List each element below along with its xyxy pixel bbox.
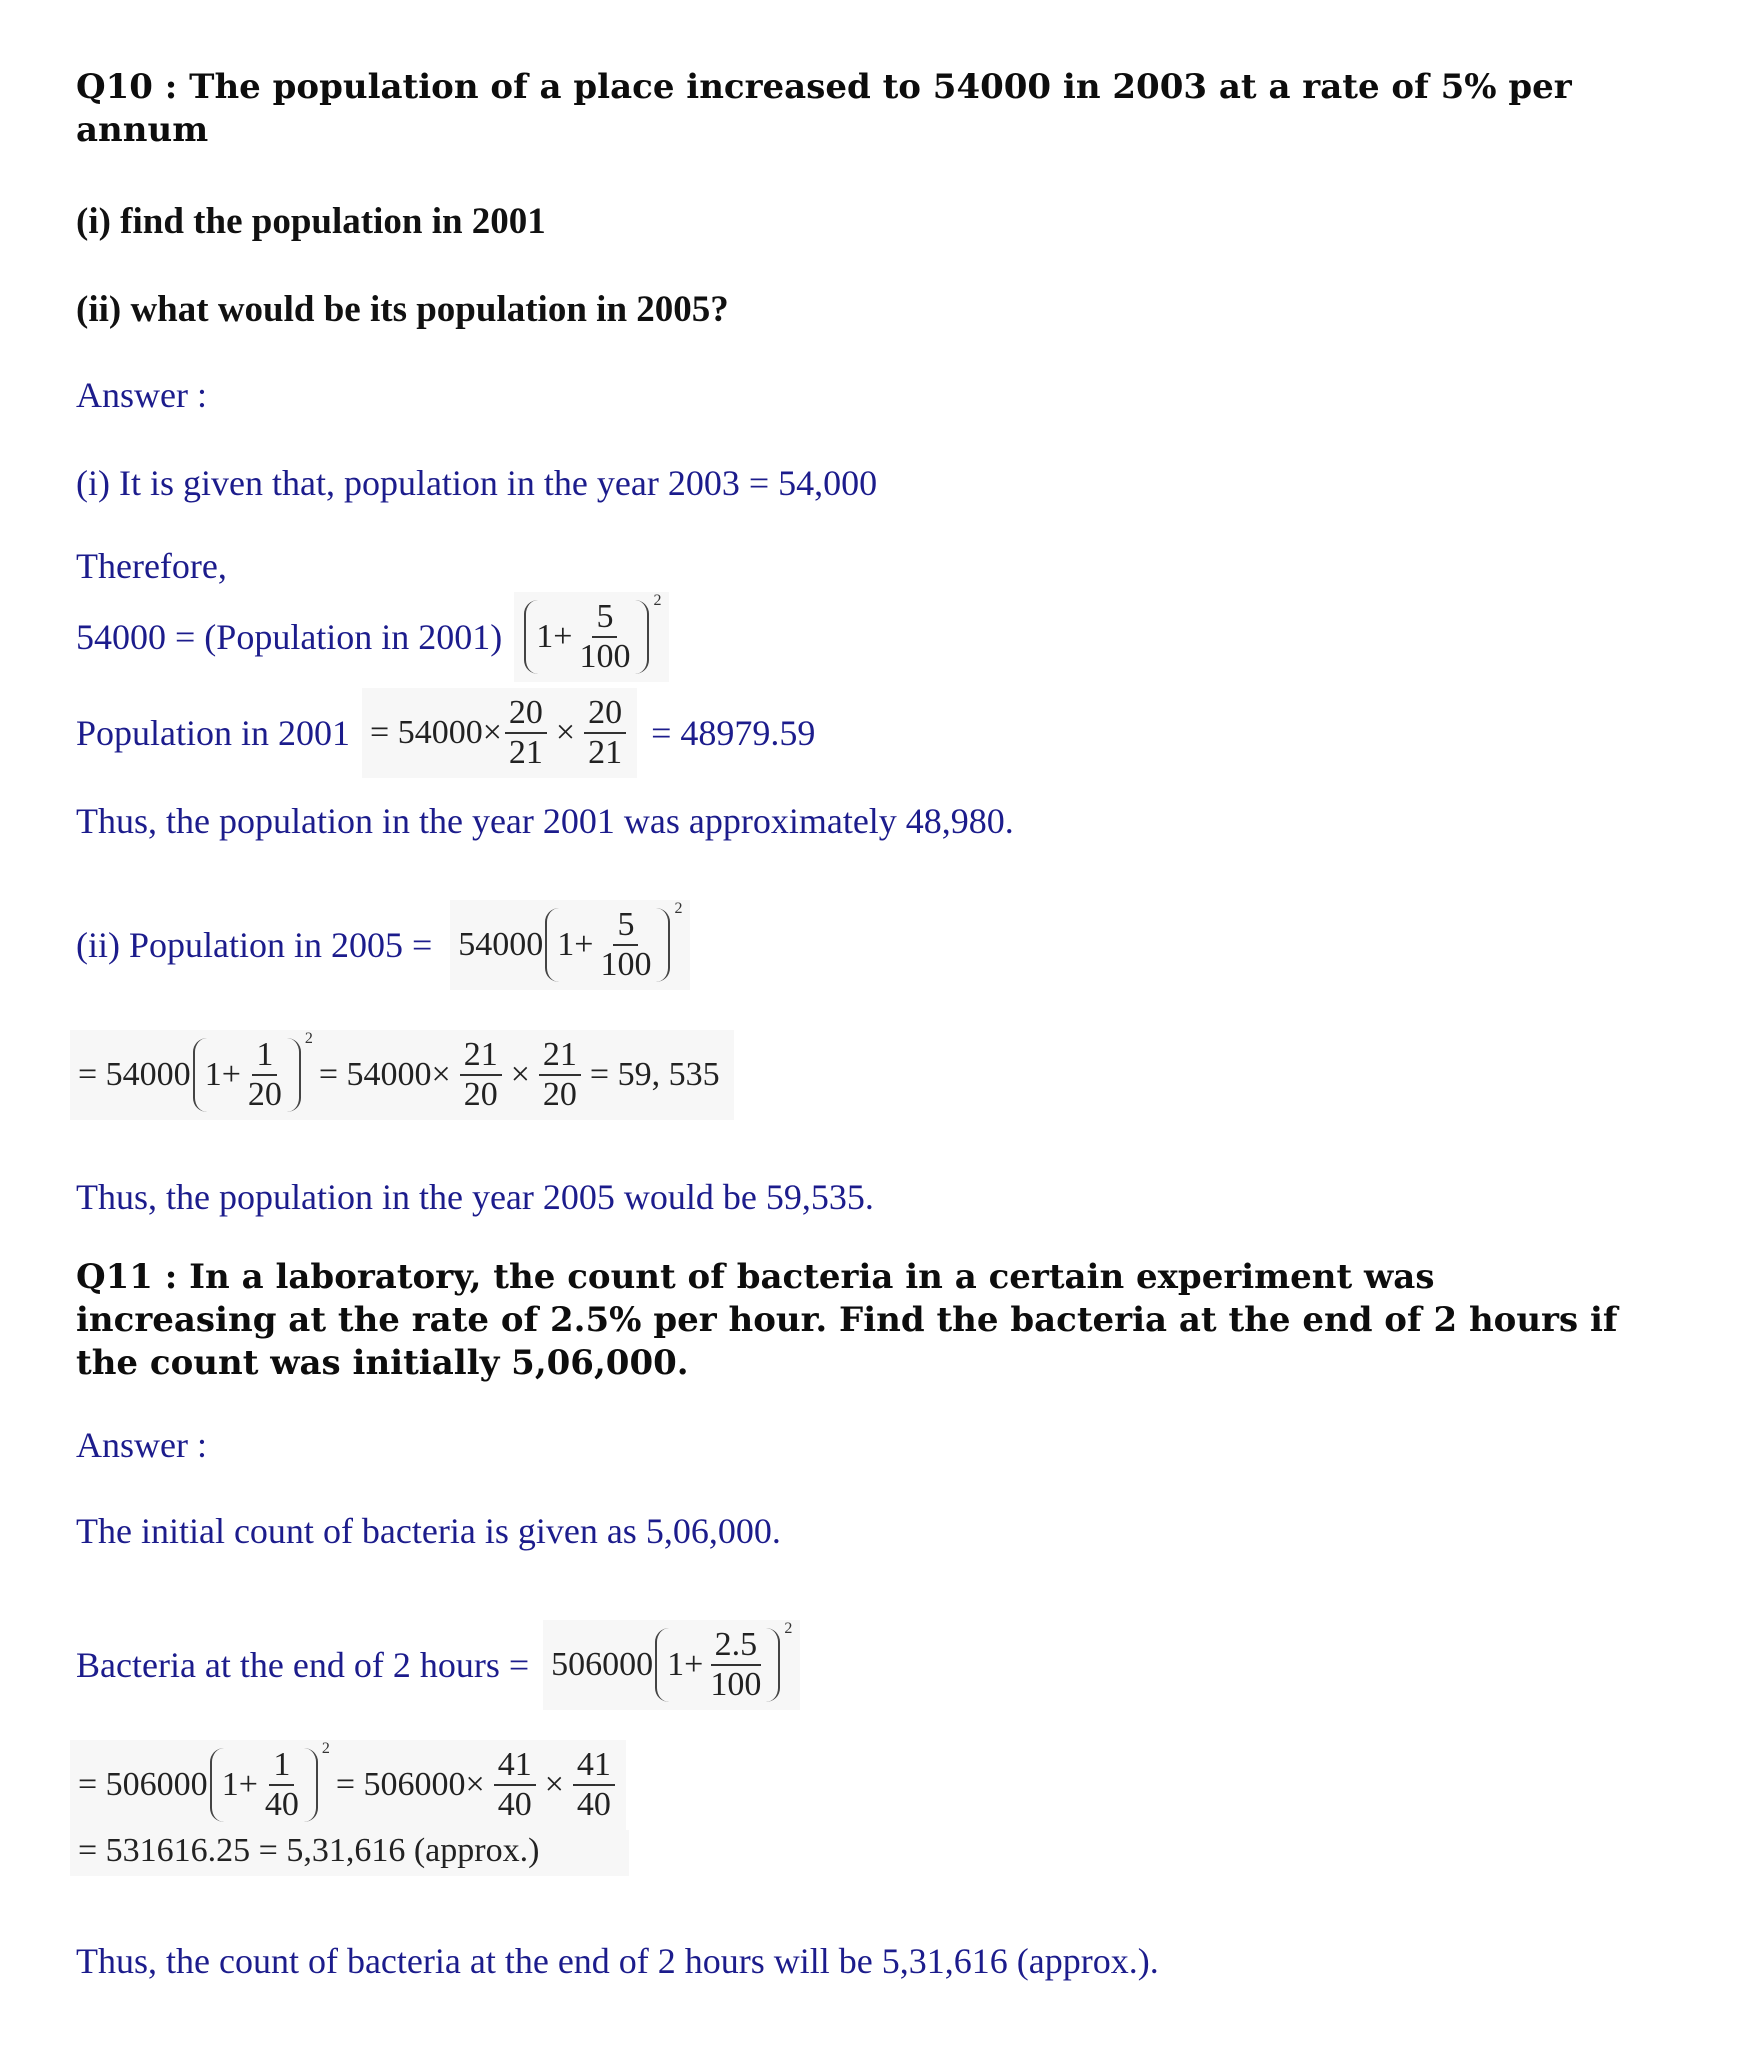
expr-eq-506000: = 506000	[78, 1766, 208, 1803]
question-10-part-2: (ii) what would be its population in 2005?	[76, 289, 729, 330]
equation-population-2005-steps	[70, 1030, 734, 1120]
fraction-21-over-20	[539, 1036, 581, 1114]
numerator: 20	[584, 694, 626, 734]
paren-group	[193, 1036, 301, 1114]
expr-506000-times: = 506000×	[335, 1766, 485, 1803]
bacteria-steps-expression	[70, 1740, 626, 1830]
numerator: 1	[269, 1746, 294, 1786]
expr-eq-54000: = 54000	[78, 1056, 191, 1093]
question-10-title: Q10 : The population of a place increased to 54000 in 2003 at a rate of 5% per annum	[76, 67, 1572, 150]
answer-label-q10: Answer :	[76, 375, 207, 415]
exponent: 2	[304, 1030, 313, 1047]
growth-factor-expression	[514, 592, 669, 682]
fraction-5-over-100	[575, 598, 634, 676]
times-sign: ×	[544, 1766, 564, 1803]
fraction-2-5-over-100	[706, 1626, 765, 1704]
equation-bacteria-steps	[70, 1740, 629, 1876]
fraction-41-over-40	[573, 1746, 615, 1824]
paren-group	[545, 906, 670, 984]
population-2005-label: (ii) Population in 2005 =	[76, 925, 433, 965]
denominator: 21	[588, 734, 623, 771]
bacteria-final-value: = 531616.25 = 5,31,616 (approx.)	[70, 1830, 629, 1876]
population-2001-label: Population in 2001	[76, 713, 351, 753]
numerator: 5	[592, 598, 617, 638]
numerator: 1	[252, 1036, 277, 1076]
value-54000: 54000	[458, 926, 544, 963]
fraction-21-over-20	[460, 1036, 502, 1114]
bacteria-end-label: Bacteria at the end of 2 hours =	[76, 1645, 530, 1685]
paren-group	[210, 1746, 318, 1824]
denominator: 20	[247, 1076, 282, 1113]
bacteria-expression	[543, 1620, 800, 1710]
times-sign: ×	[555, 714, 576, 751]
equation-bacteria	[76, 1620, 800, 1710]
paren-group	[524, 598, 649, 676]
population-2005-steps	[70, 1030, 734, 1120]
one-plus: 1+	[557, 926, 594, 963]
answer-q11-initial: The initial count of bacteria is given as 5,06,000.	[76, 1511, 781, 1551]
exponent: 2	[653, 592, 662, 609]
question-10-part-1: (i) find the population in 2001	[76, 201, 546, 242]
answer-q10-part-2-conclusion: Thus, the population in the year 2005 would be 59,535.	[76, 1177, 874, 1217]
numerator: 41	[494, 1746, 536, 1786]
equation-population-2001	[76, 688, 815, 778]
fraction-20-over-21	[584, 694, 626, 772]
fraction-41-over-40	[494, 1746, 536, 1824]
numerator: 21	[539, 1036, 581, 1076]
denominator: 20	[463, 1076, 498, 1113]
population-2001-result: = 48979.59	[651, 713, 816, 753]
question-11-title: Q11 : In a laboratory, the count of bacteria in a certain experiment was increasing at the rate of 2.5% per hour. Find the bacteria at the end of 2 hours if the count was initially 5,06,000.	[76, 1257, 1618, 1383]
equation-population-2003	[76, 592, 669, 682]
numerator: 5	[613, 906, 638, 946]
numerator: 21	[460, 1036, 502, 1076]
paren-group	[655, 1626, 780, 1704]
denominator: 100	[710, 1666, 762, 1703]
result-59535: = 59, 535	[589, 1056, 720, 1093]
answer-q11-conclusion: Thus, the count of bacteria at the end of 2 hours will be 5,31,616 (approx.).	[76, 1941, 1159, 1981]
numerator: 41	[573, 1746, 615, 1786]
population-2005-expression	[450, 900, 690, 990]
denominator: 40	[264, 1786, 299, 1823]
denominator: 20	[542, 1076, 577, 1113]
one-plus: 1+	[536, 618, 573, 655]
exponent: 2	[674, 900, 683, 917]
answer-label-q11: Answer :	[76, 1425, 207, 1465]
expr-54000-times: = 54000×	[318, 1056, 451, 1093]
equation-lhs: 54000 = (Population in 2001)	[76, 617, 503, 657]
answer-q10-part-1-intro: (i) It is given that, population in the year 2003 = 54,000	[76, 463, 878, 503]
exponent: 2	[784, 1620, 793, 1637]
fraction-20-over-21	[505, 694, 547, 772]
denominator: 40	[497, 1786, 532, 1823]
denominator: 40	[576, 1786, 611, 1823]
value-506000: 506000	[551, 1646, 654, 1683]
one-plus: 1+	[204, 1056, 241, 1093]
one-plus: 1+	[221, 1766, 258, 1803]
denominator: 100	[600, 946, 652, 983]
one-plus: 1+	[667, 1646, 704, 1683]
exponent: 2	[321, 1740, 330, 1757]
times-sign: ×	[510, 1056, 530, 1093]
fraction-1-over-40	[261, 1746, 303, 1824]
fraction-1-over-20	[244, 1036, 286, 1114]
equation-population-2005	[76, 900, 690, 990]
answer-q10-part-1-conclusion: Thus, the population in the year 2001 was approximately 48,980.	[76, 801, 1014, 841]
numerator: 2.5	[711, 1626, 762, 1666]
numerator: 20	[505, 694, 547, 734]
fraction-5-over-100	[596, 906, 655, 984]
therefore-text: Therefore,	[76, 546, 227, 586]
population-2001-expression	[362, 688, 637, 778]
denominator: 100	[579, 638, 631, 675]
denominator: 21	[508, 734, 543, 771]
expr-54000-times: = 54000×	[370, 714, 502, 751]
